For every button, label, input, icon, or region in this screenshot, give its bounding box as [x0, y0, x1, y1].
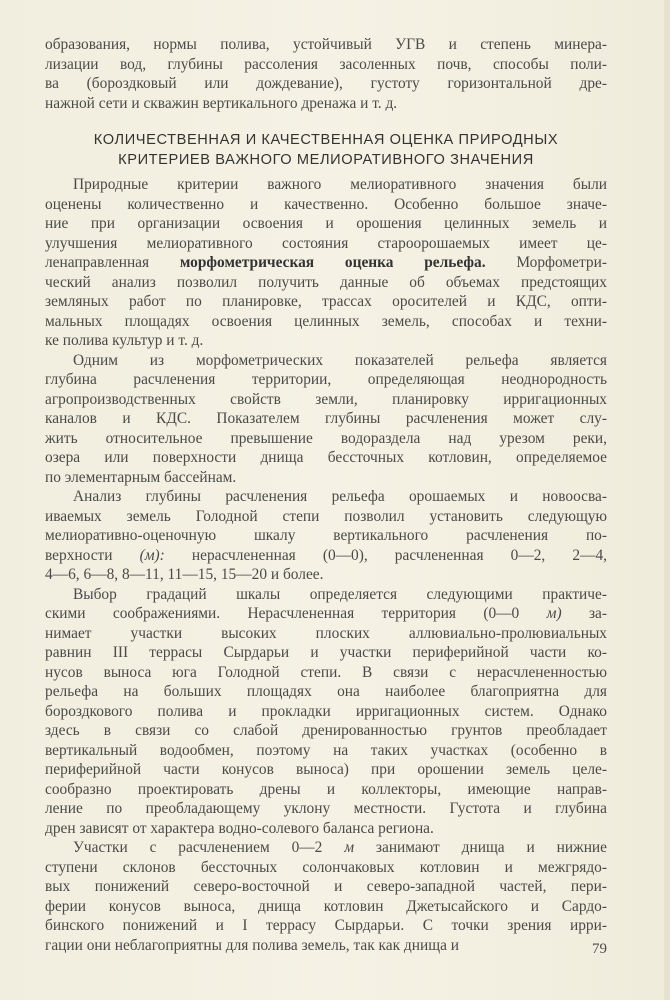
- text-segment: каналов и КДС. Показателем глубины расчленения может слу-: [45, 410, 607, 427]
- page-number: 79: [592, 941, 607, 957]
- text-line: [45, 741, 607, 761]
- section-heading: [45, 130, 607, 170]
- section-heading-line: КРИТЕРИЕВ ВАЖНОГО МЕЛИОРАТИВНОГО ЗНАЧЕНИЯ: [118, 152, 534, 168]
- text-line: [45, 331, 607, 351]
- text-line: [45, 799, 607, 819]
- text-segment: нимает участки высоких плоских аллювиально-пролювиальных: [45, 624, 607, 642]
- text-segment: оценены количественно и качественно. Особенно большое значе-: [45, 195, 607, 213]
- text-line: [45, 351, 607, 371]
- text-line: [45, 55, 607, 75]
- text-segment: нерасчлененная (0—0), расчлененная 0—2, 2—4,: [164, 546, 607, 564]
- text-line: [45, 663, 607, 683]
- text-line: [45, 585, 607, 605]
- text-segment: иваемых земель Голодной степи позволил установить следующую: [45, 507, 607, 525]
- text-segment: Выбор градаций шкалы определяется следующими практиче-: [73, 585, 607, 603]
- text-segment: занимают днища и нижние: [354, 839, 607, 856]
- text-segment: ление по преобладающему уклону местности. Густота и глубина: [45, 800, 607, 817]
- text-line: [45, 175, 607, 195]
- text-line: [45, 74, 607, 94]
- paragraph: [45, 487, 607, 585]
- text-line: [45, 780, 607, 800]
- text-line: [45, 546, 607, 566]
- text-segment: нусов выноса юга Голодной степи. В связи с нерасчлененностью: [45, 663, 607, 681]
- text-line: [45, 604, 607, 624]
- text-segment: рельефа на больших площадях она наиболее благоприятна для: [45, 683, 607, 700]
- text-segment: бинского понижений и I террасу Сырдарьи. С точки зрения ирри-: [45, 917, 607, 934]
- text-line: [45, 877, 607, 897]
- italic-unit: м): [546, 605, 562, 622]
- italic-unit: м: [344, 839, 355, 856]
- text-line: [45, 702, 607, 722]
- text-line: [45, 858, 607, 878]
- text-segment: ферии конусов выноса, днища котловин Джетысайского и Сардо-: [45, 897, 607, 915]
- text-line: [45, 370, 607, 390]
- page-edge: [664, 0, 670, 1000]
- text-line: [45, 195, 607, 215]
- bold-term: морфометрическая оценка рельефа.: [179, 254, 486, 271]
- text-segment: улучшения мелиоративного состояния староорошаемых имеет це-: [45, 234, 607, 252]
- text-line: [45, 916, 607, 936]
- text-line: [45, 624, 607, 644]
- text-line: [45, 526, 607, 546]
- text-segment: лизации вод, глубины рассоления засоленных почв, способы поли-: [45, 55, 607, 73]
- text-line: [45, 838, 607, 858]
- text-line: [45, 94, 607, 114]
- text-segment: скими соображениями. Нерасчлененная территория (0—0: [45, 605, 547, 622]
- text-line: [45, 429, 607, 449]
- paragraph: [45, 585, 607, 839]
- paragraph: [45, 838, 607, 955]
- text-segment: Морфометри-: [485, 254, 607, 271]
- text-segment: жить относительное превышение водораздела над урезом реки,: [45, 429, 607, 447]
- text-line: [45, 897, 607, 917]
- text-segment: за-: [561, 605, 607, 622]
- text-segment: бороздкового полива и прокладки ирригационных систем. Однако: [45, 702, 607, 720]
- text-line: [45, 292, 607, 312]
- section-heading-line: КОЛИЧЕСТВЕННАЯ И КАЧЕСТВЕННАЯ ОЦЕНКА ПРИРОДНЫХ: [93, 132, 559, 148]
- text-segment: Природные критерии важного мелиоративного значения были: [73, 176, 607, 193]
- text-line: [45, 936, 607, 956]
- text-line: [45, 643, 607, 663]
- text-line: [45, 682, 607, 702]
- text-segment: ческий анализ позволил получить данные об объемах предстоящих: [45, 273, 607, 291]
- text-line: [45, 760, 607, 780]
- paragraph: [45, 351, 607, 488]
- text-line: [45, 35, 607, 55]
- text-segment: земляных работ по планировке, трассах оросителей и КДС, опти-: [45, 293, 607, 310]
- text-segment: глубина расчленения территории, определяющая неоднородность: [45, 371, 607, 388]
- text-line: [45, 409, 607, 429]
- text-line: [45, 819, 607, 839]
- text-line: [45, 312, 607, 332]
- text-segment: гации они неблагоприятны для полива земель, так как днища и: [45, 936, 460, 954]
- text-segment: ва (бороздковый или дождевание), густоту горизонтальной дре-: [45, 75, 607, 92]
- text-line: [45, 721, 607, 741]
- text-line: [45, 273, 607, 293]
- text-segment: озера или поверхности днища бессточных котловин, определяемое: [45, 449, 607, 466]
- text-segment: верхности: [45, 546, 140, 564]
- text-segment: равнин III террасы Сырдарьи и участки периферийной части ко-: [45, 644, 607, 661]
- text-segment: сообразно проектировать дрены и коллекторы, имеющие направ-: [45, 780, 607, 798]
- text-segment: Участки с расчленением 0—2: [73, 839, 345, 856]
- text-line: [45, 448, 607, 468]
- text-segment: здесь в связи со слабой дренированностью грунтов преобладает: [45, 722, 607, 739]
- text-segment: ленаправленная: [45, 254, 180, 271]
- text-segment: мальных площадях освоения целинных земель, способах и техни-: [45, 312, 607, 330]
- text-segment: нажной сети и скважин вертикального дренажа и т. д.: [45, 94, 398, 112]
- text-line: [45, 468, 607, 488]
- text-segment: ступени склонов бессточных солончаковых котловин и межгрядо-: [45, 858, 607, 876]
- text-segment: дрен зависят от характера водно-солевого баланса региона.: [45, 819, 434, 837]
- italic-unit: (м):: [139, 546, 165, 564]
- text-segment: Анализ глубины расчленения рельефа орошаемых и новоосва-: [73, 488, 607, 505]
- text-segment: мелиоративно-оценочную шкалу вертикального расчленения по-: [45, 527, 607, 544]
- text-segment: вертикальный водообмен, поэтому на таких участках (особенно в: [45, 741, 607, 759]
- text-line: [45, 253, 607, 273]
- continued-paragraph: [45, 35, 607, 113]
- text-segment: ке полива культур и т. д.: [45, 332, 204, 349]
- text-line: [45, 214, 607, 234]
- text-segment: Одним из морфометрических показателей рельефа является: [73, 351, 607, 369]
- text-segment: ние при организации освоения и орошения целинных земель и: [45, 215, 607, 232]
- text-segment: по элементарным бассейнам.: [45, 468, 237, 486]
- text-segment: периферийной части конусов выноса) при орошении земель целе-: [45, 761, 607, 778]
- text-segment: вых понижений северо-восточной и северо-западной частей, пери-: [45, 878, 607, 895]
- text-segment: 4—6, 6—8, 8—11, 11—15, 15—20 и более.: [45, 566, 324, 583]
- paragraph: [45, 175, 607, 351]
- text-line: [45, 487, 607, 507]
- text-segment: агропроизводственных свойств земли, планировку ирригационных: [45, 390, 607, 408]
- text-line: [45, 234, 607, 254]
- text-line: [45, 565, 607, 585]
- text-line: [45, 507, 607, 527]
- text-segment: образования, нормы полива, устойчивый УГВ и степень минера-: [45, 36, 607, 53]
- section-body: [45, 175, 607, 955]
- text-line: [45, 390, 607, 410]
